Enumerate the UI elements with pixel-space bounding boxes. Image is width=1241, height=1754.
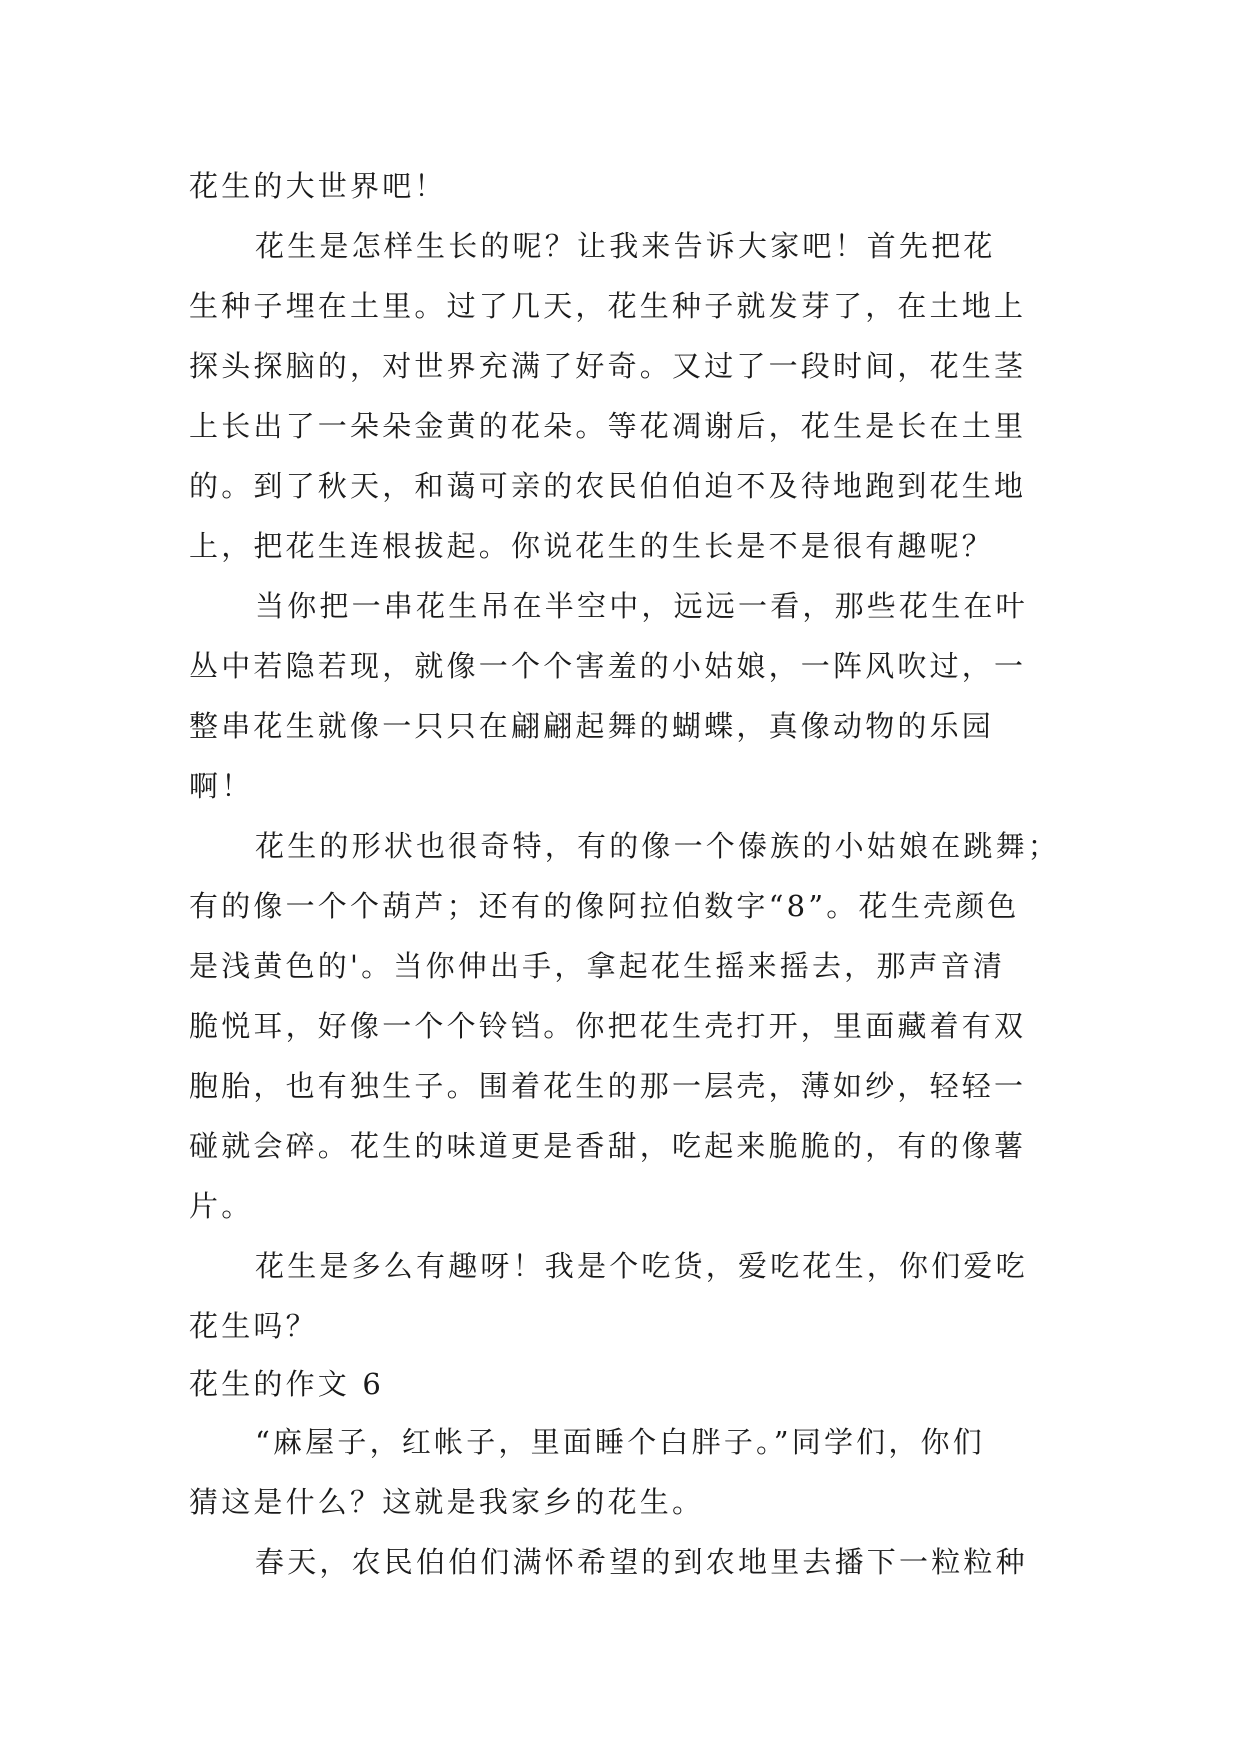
text-line: 生种子埋在土里。过了几天，花生种子就发芽了，在土地上	[189, 289, 1027, 323]
text-line: 丛中若隐若现，就像一个个害羞的小姑娘，一阵风吹过，一	[189, 649, 1027, 683]
paragraph-start-line: 当你把一串花生吊在半空中，远远一看，那些花生在叶	[255, 589, 1028, 623]
text-line: 上长出了一朵朵金黄的花朵。等花凋谢后，花生是长在土里	[189, 409, 1027, 443]
text-line: 啊！	[189, 769, 254, 803]
section-heading: 花生的作文 6	[189, 1367, 385, 1401]
text-line: 片。	[189, 1189, 254, 1223]
text-line: 胞胎，也有独生子。围着花生的那一层壳，薄如纱，轻轻一	[189, 1069, 1027, 1103]
text-line: 有的像一个个葫芦；还有的像阿拉伯数字“8”。花生壳颜色	[189, 889, 1020, 923]
text-line: 探头探脑的，对世界充满了好奇。又过了一段时间，花生茎	[189, 349, 1027, 383]
text-line: 碰就会碎。花生的味道更是香甜，吃起来脆脆的，有的像薯	[189, 1129, 1027, 1163]
paragraph-start-line: 花生是多么有趣呀！我是个吃货，爱吃花生，你们爱吃	[255, 1249, 1028, 1283]
text-line: 猜这是什么？这就是我家乡的花生。	[189, 1485, 705, 1519]
text-line: 上，把花生连根拔起。你说花生的生长是不是很有趣呢？	[189, 529, 995, 563]
paragraph-start-line: “麻屋子，红帐子，里面睡个白胖子。”同学们，你们	[255, 1425, 985, 1459]
text-line: 脆悦耳，好像一个个铃铛。你把花生壳打开，里面藏着有双	[189, 1009, 1027, 1043]
text-line: 整串花生就像一只只在翩翩起舞的蝴蝶，真像动物的乐园	[189, 709, 995, 743]
text-line: 花生的大世界吧！	[189, 169, 447, 203]
paragraph-start-line: 花生是怎样生长的呢？让我来告诉大家吧！首先把花	[255, 229, 996, 263]
paragraph-start-line: 春天，农民伯伯们满怀希望的到农地里去播下一粒粒种	[255, 1545, 1028, 1579]
text-line: 是浅黄色的'。当你伸出手，拿起花生摇来摇去，那声音清	[189, 949, 1006, 983]
paragraph-start-line: 花生的形状也很奇特，有的像一个傣族的小姑娘在跳舞；	[255, 829, 1061, 863]
text-line: 的。到了秋天，和蔼可亲的农民伯伯迫不及待地跑到花生地	[189, 469, 1027, 503]
document-body	[189, 156, 1061, 1592]
text-line: 花生吗？	[189, 1309, 318, 1343]
